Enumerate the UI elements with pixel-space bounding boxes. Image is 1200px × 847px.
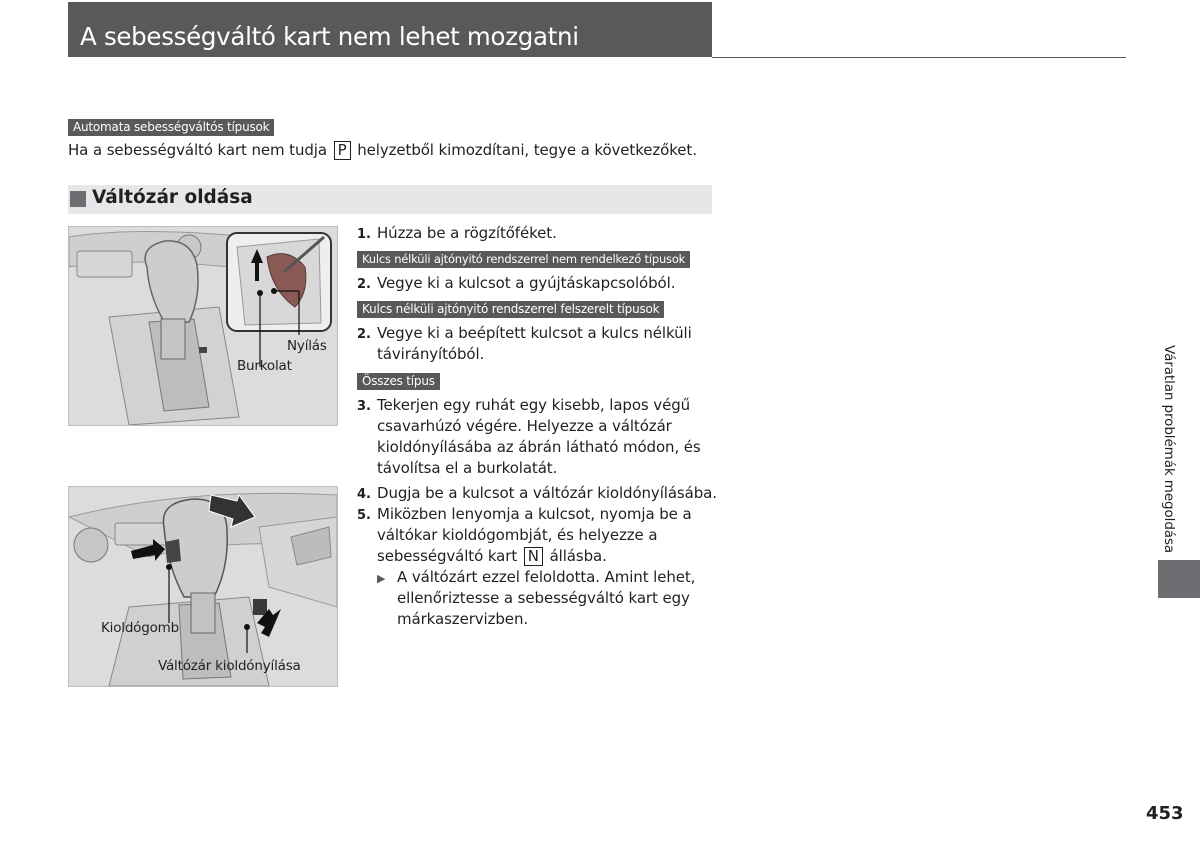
step-4 — [357, 483, 717, 505]
callout-cover: Burkolat — [237, 358, 292, 374]
step-text — [377, 395, 701, 479]
intro-text-after: helyzetből kimozdítani, tegye a következőket. — [357, 141, 697, 159]
note-line: márkaszervizben. — [397, 610, 529, 628]
step-3 — [357, 395, 701, 479]
note-line: ellenőriztesse a sebességváltó kart egy — [397, 589, 690, 607]
chapter-tab — [1158, 560, 1200, 598]
step-line: Miközben lenyomja a kulcsot, nyomja be a — [377, 505, 692, 523]
shift-lever-cover-drawing — [69, 227, 337, 425]
lock-release-drawing — [69, 487, 337, 686]
intro-text-before: Ha a sebességváltó kart nem tudja — [68, 141, 327, 159]
step-1 — [357, 223, 557, 245]
step-line: távirányítóból. — [377, 345, 485, 363]
step-line: állásba. — [549, 547, 607, 565]
step-number: 5. — [357, 508, 371, 523]
step-2a — [357, 273, 675, 295]
page-title: A sebességváltó kart nem lehet mozgatni — [80, 22, 579, 51]
note-line: A váltózárt ezzel feloldotta. Amint lehet, — [397, 568, 696, 586]
step-line: Tekerjen egy ruhát egy kisebb, lapos végű — [377, 396, 691, 414]
step-text: Dugja be a kulcsot a váltózár kioldónyílásába. — [377, 484, 717, 502]
model-tag-keyless: Kulcs nélküli ajtónyitó rendszerrel felszerelt típusok — [357, 301, 664, 318]
step-line: sebességváltó kart — [377, 547, 518, 565]
step-text: Vegye ki a kulcsot a gyújtáskapcsolóból. — [377, 274, 676, 292]
step-text: Húzza be a rögzítőféket. — [377, 224, 557, 242]
title-rule — [712, 57, 1126, 58]
step-2b — [357, 323, 692, 365]
chapter-label: Váratlan problémák megoldása — [1161, 345, 1177, 554]
step-5-note — [377, 567, 695, 630]
step-number: 3. — [357, 399, 371, 414]
step-5 — [357, 504, 692, 567]
shift-lever-cover-illustration — [68, 226, 338, 426]
step-line: távolítsa el a burkolatát. — [377, 459, 558, 477]
callout-opening: Nyílás — [287, 338, 327, 354]
model-tag-all: Összes típus — [357, 373, 440, 390]
section-title: Váltózár oldása — [92, 187, 253, 208]
step-line: váltókar kioldógombját, és helyezze a — [377, 526, 658, 544]
section-marker-icon — [70, 191, 86, 207]
lock-release-illustration — [68, 486, 338, 687]
model-tag-no-keyless: Kulcs nélküli ajtónyitó rendszerrel nem rendelkező típusok — [357, 251, 690, 268]
callout-lock-release: Váltózár kioldónyílása — [158, 658, 301, 674]
gear-position-n: N — [524, 547, 543, 566]
step-number: 1. — [357, 227, 371, 242]
intro-text — [68, 141, 697, 160]
gear-position-p: P — [334, 141, 351, 160]
callout-release-button: Kioldógomb — [101, 620, 179, 636]
note-text — [397, 567, 695, 630]
result-arrow-icon: ▶ — [377, 572, 386, 585]
model-tag-automatic: Automata sebességváltós típusok — [68, 119, 274, 136]
page-number: 453 — [1146, 803, 1184, 824]
step-number: 2. — [357, 327, 371, 342]
step-text — [377, 323, 692, 365]
step-text — [377, 504, 692, 567]
step-line: kioldónyílásába az ábrán látható módon, és — [377, 438, 701, 456]
step-line: csavarhúzó végére. Helyezze a váltózár — [377, 417, 672, 435]
step-number: 2. — [357, 277, 371, 292]
step-number: 4. — [357, 487, 371, 502]
step-line: Vegye ki a beépített kulcsot a kulcs nélküli — [377, 324, 692, 342]
